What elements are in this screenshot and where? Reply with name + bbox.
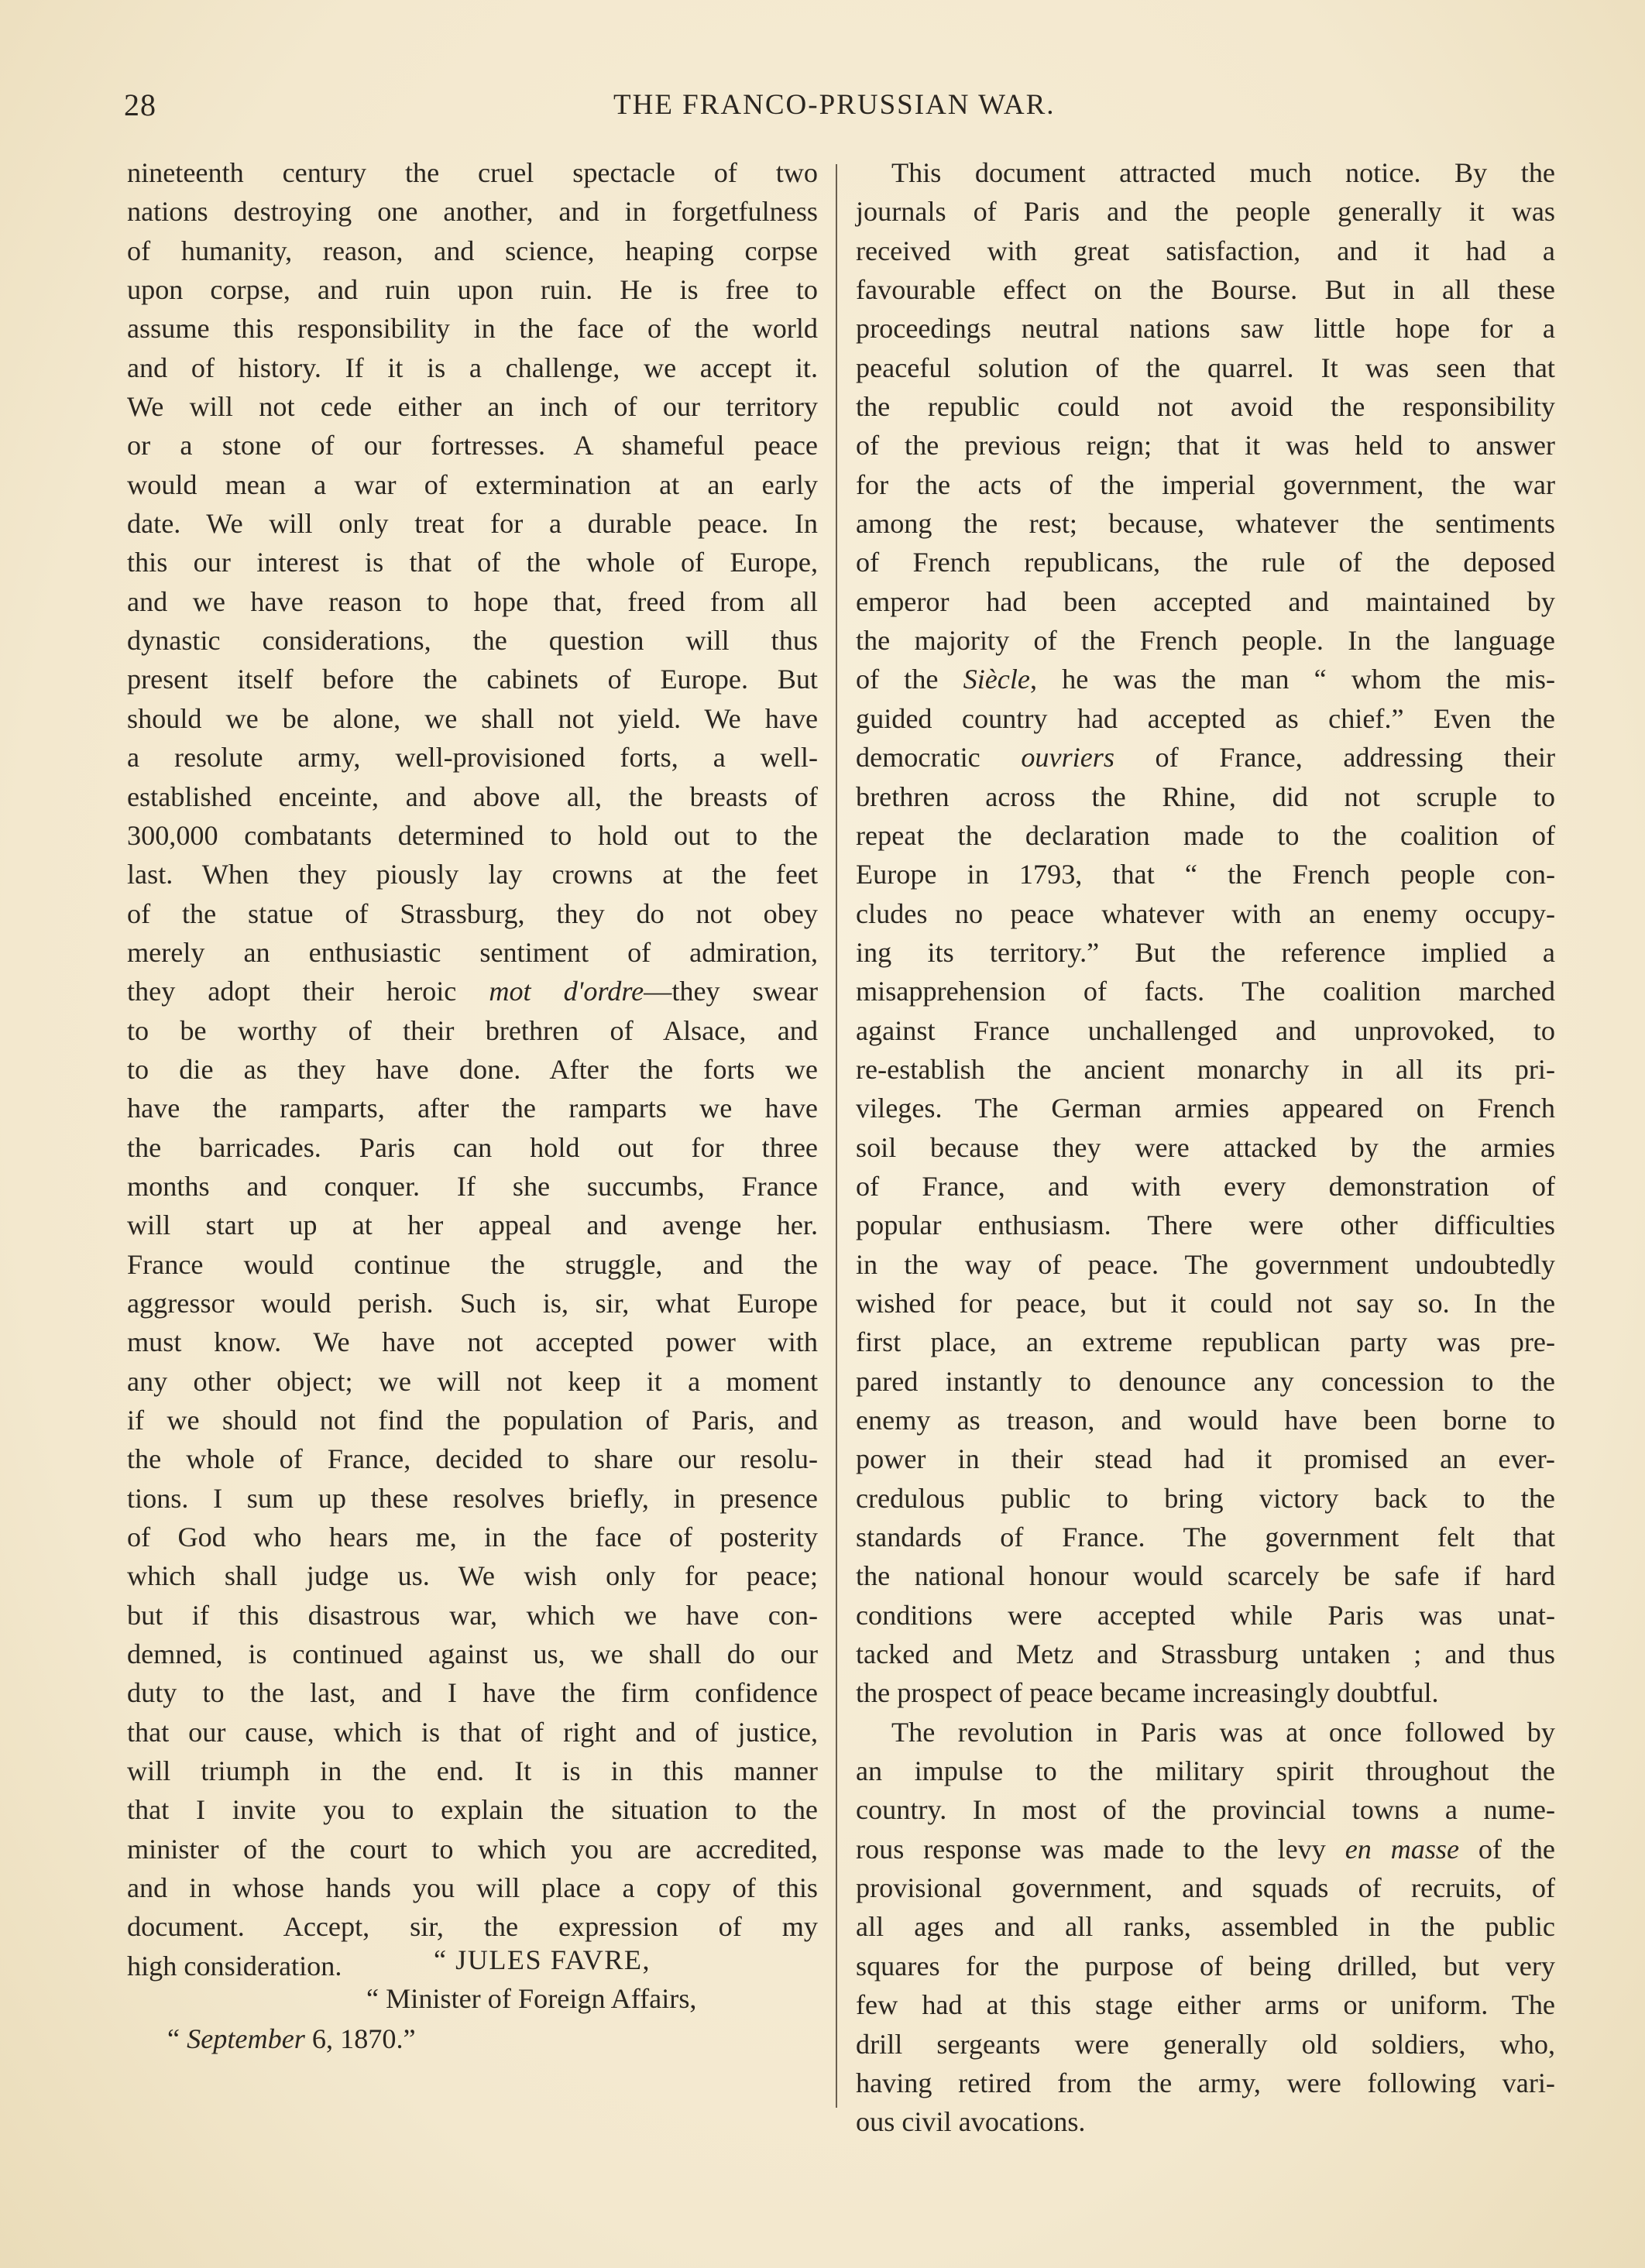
text-line: but if this disastrous war, which we have con- bbox=[127, 1599, 818, 1631]
text-line: months and conquer. If she succumbs, France bbox=[127, 1170, 818, 1202]
text-line: an impulse to the military spirit throughout the bbox=[856, 1755, 1555, 1787]
text-line: received with great satisfaction, and it had a bbox=[856, 235, 1555, 266]
text-line: having retired from the army, were following vari- bbox=[856, 2067, 1555, 2098]
text-line: nineteenth century the cruel spectacle of two bbox=[127, 157, 818, 188]
italic-phrase: Siècle bbox=[963, 664, 1030, 695]
running-title: THE FRANCO-PRUSSIAN WAR. bbox=[613, 89, 1056, 121]
text-line: the barricades. Paris can hold out for three bbox=[127, 1131, 818, 1163]
text-line: of French republicans, the rule of the deposed bbox=[856, 547, 1555, 578]
text-line: brethren across the Rhine, did not scruple to bbox=[856, 781, 1555, 812]
column-divider bbox=[836, 164, 837, 2108]
date-rest: 6, 1870.” bbox=[304, 2023, 416, 2054]
text-line: of God who hears me, in the face of posterity bbox=[127, 1522, 818, 1553]
text-line: journals of Paris and the people generally it was bbox=[856, 196, 1555, 228]
text-line: the prospect of peace became increasingly doubtful. bbox=[856, 1677, 1439, 1709]
text-line: will triumph in the end. It is in this manner bbox=[127, 1755, 818, 1787]
text-line: pared instantly to denounce any concession to the bbox=[856, 1365, 1555, 1397]
text-line: or a stone of our fortresses. A shameful peace bbox=[127, 430, 818, 461]
text-line: few had at this stage either arms or uniform. The bbox=[856, 1989, 1555, 2021]
text-line: wished for peace, but it could not say so. In the bbox=[856, 1287, 1555, 1319]
text-line: emperor had been accepted and maintained by bbox=[856, 585, 1555, 617]
text-line: power in their stead had it promised an ever- bbox=[856, 1443, 1555, 1475]
text-line: to be worthy of their brethren of Alsace, and bbox=[127, 1014, 818, 1046]
text-line: We will not cede either an inch of our territory bbox=[127, 391, 818, 423]
text-line: the majority of the French people. In the language bbox=[856, 625, 1555, 657]
italic-phrase: mot d'ordre bbox=[489, 976, 644, 1007]
text-line: favourable effect on the Bourse. But in all these bbox=[856, 274, 1555, 306]
text-line: the national honour would scarcely be safe if hard bbox=[856, 1560, 1555, 1592]
text-line: have the ramparts, after the ramparts we have bbox=[127, 1093, 818, 1124]
text-line: vileges. The German armies appeared on French bbox=[856, 1093, 1555, 1124]
text-line: among the rest; because, whatever the sentiments bbox=[856, 508, 1555, 540]
text-line: France would continue the struggle, and the bbox=[127, 1248, 818, 1280]
text-line: duty to the last, and I have the firm confidence bbox=[127, 1677, 818, 1709]
text-line: squares for the purpose of being drilled, but very bbox=[856, 1950, 1555, 1981]
text-line: upon corpse, and ruin upon ruin. He is free to bbox=[127, 274, 818, 306]
text-line: all ages and all ranks, assembled in the public bbox=[856, 1911, 1555, 1943]
date-open-quote: “ bbox=[167, 2023, 187, 2054]
text-line: soil because they were attacked by the armies bbox=[856, 1131, 1555, 1163]
text-line: established enceinte, and above all, the breasts of bbox=[127, 781, 818, 812]
text-line: date. We will only treat for a durable peace. In bbox=[127, 508, 818, 540]
text-line: Europe in 1793, that “ the French people con- bbox=[856, 859, 1555, 890]
text-line: proceedings neutral nations saw little hope for a bbox=[856, 313, 1555, 345]
text-line: democratic ouvriers of France, addressing their bbox=[856, 742, 1555, 774]
italic-phrase: en masse bbox=[1345, 1833, 1460, 1865]
left-column bbox=[127, 153, 818, 1985]
text-line: misapprehension of facts. The coalition marched bbox=[856, 976, 1555, 1007]
text-line: of the Siècle, he was the man “ whom the mis- bbox=[856, 664, 1555, 695]
text-line: standards of France. The government felt that bbox=[856, 1522, 1555, 1553]
text-line: this our interest is that of the whole of Europe, bbox=[127, 547, 818, 578]
text-line: repeat the declaration made to the coalition of bbox=[856, 819, 1555, 851]
text-line: present itself before the cabinets of Europe. But bbox=[127, 664, 818, 695]
text-line: enemy as treason, and would have been borne to bbox=[856, 1405, 1555, 1436]
text-line: if we should not find the population of Paris, and bbox=[127, 1405, 818, 1436]
text-line: document. Accept, sir, the expression of my bbox=[127, 1911, 818, 1943]
text-line: that I invite you to explain the situation to the bbox=[127, 1794, 818, 1826]
text-line: dynastic considerations, the question will thus bbox=[127, 625, 818, 657]
text-line: to die as they have done. After the forts we bbox=[127, 1053, 818, 1085]
text-line: will start up at her appeal and avenge her. bbox=[127, 1209, 818, 1241]
signature-date bbox=[167, 2023, 416, 2055]
text-line: high consideration. bbox=[127, 1950, 342, 1981]
text-line: popular enthusiasm. There were other difficulties bbox=[856, 1209, 1555, 1241]
right-column bbox=[856, 153, 1555, 2142]
text-line: drill sergeants were generally old soldiers, who, bbox=[856, 2028, 1555, 2060]
text-line: aggressor would perish. Such is, sir, what Europe bbox=[127, 1287, 818, 1319]
text-line: guided country had accepted as chief.” Even the bbox=[856, 702, 1555, 734]
text-line: tions. I sum up these resolves briefly, in presence bbox=[127, 1482, 818, 1514]
text-line: would mean a war of extermination at an early bbox=[127, 468, 818, 500]
text-line: in the way of peace. The government undoubtedly bbox=[856, 1248, 1555, 1280]
text-line: any other object; we will not keep it a moment bbox=[127, 1365, 818, 1397]
text-line: credulous public to bring victory back to the bbox=[856, 1482, 1555, 1514]
text-line: assume this responsibility in the face of the world bbox=[127, 313, 818, 345]
text-line: should we be alone, we shall not yield. We have bbox=[127, 702, 818, 734]
text-line: The revolution in Paris was at once followed by bbox=[891, 1716, 1555, 1748]
text-line: and of history. If it is a challenge, we accept it. bbox=[127, 352, 818, 383]
text-line: nations destroying one another, and in forgetfulness bbox=[127, 196, 818, 228]
text-line: minister of the court to which you are accredited, bbox=[127, 1833, 818, 1865]
text-line: country. In most of the provincial towns a nume- bbox=[856, 1794, 1555, 1826]
text-line: must know. We have not accepted power with bbox=[127, 1326, 818, 1358]
text-line: that our cause, which is that of right and of justice, bbox=[127, 1716, 818, 1748]
text-line: re-establish the ancient monarchy in all its pri- bbox=[856, 1053, 1555, 1085]
text-line-italic-phrase: they adopt their heroic mot d'ordre—they swear bbox=[127, 976, 819, 1007]
text-line: ous civil avocations. bbox=[856, 2106, 1086, 2138]
signature-title: “ Minister of Foreign Affairs, bbox=[366, 1983, 697, 2014]
text-line: the republic could not avoid the responsibility bbox=[856, 391, 1555, 423]
text-line: ing its territory.” But the reference implied a bbox=[856, 936, 1555, 968]
text-line: cludes no peace whatever with an enemy occupy- bbox=[856, 897, 1555, 929]
text-line: rous response was made to the levy en masse of the bbox=[856, 1833, 1555, 1865]
text-line: conditions were accepted while Paris was unat- bbox=[856, 1599, 1555, 1631]
text-line: of the previous reign; that it was held to answer bbox=[856, 430, 1555, 461]
text-line: provisional government, and squads of recruits, of bbox=[856, 1872, 1555, 1904]
text-line: merely an enthusiastic sentiment of admiration, bbox=[127, 936, 818, 968]
text-line: and we have reason to hope that, freed from all bbox=[127, 585, 818, 617]
page-number: 28 bbox=[124, 87, 156, 122]
page-header bbox=[124, 87, 1642, 133]
text-line: first place, an extreme republican party was pre- bbox=[856, 1326, 1555, 1358]
date-month: September bbox=[187, 2023, 305, 2054]
text-line: of France, and with every demonstration of bbox=[856, 1170, 1555, 1202]
text-line: which shall judge us. We wish only for peace; bbox=[127, 1560, 818, 1592]
text-line: of humanity, reason, and science, heaping corpse bbox=[127, 235, 818, 266]
text-line: against France unchallenged and unprovoked, to bbox=[856, 1014, 1555, 1046]
text-line: tacked and Metz and Strassburg untaken ; and thus bbox=[856, 1638, 1555, 1670]
italic-phrase: ouvriers bbox=[1021, 742, 1114, 774]
text-line: for the acts of the imperial government, the war bbox=[856, 468, 1555, 500]
text-line: demned, is continued against us, we shall do our bbox=[127, 1638, 818, 1670]
text-line: peaceful solution of the quarrel. It was seen that bbox=[856, 352, 1555, 383]
text-line: of the statue of Strassburg, they do not obey bbox=[127, 897, 818, 929]
text-line: This document attracted much notice. By the bbox=[891, 157, 1555, 188]
text-line: a resolute army, well-provisioned forts, a well- bbox=[127, 742, 818, 774]
signature-name: “ JULES FAVRE, bbox=[434, 1944, 651, 1975]
text-line: 300,000 combatants determined to hold out to the bbox=[127, 819, 818, 851]
text-line: the whole of France, decided to share our resolu- bbox=[127, 1443, 818, 1475]
text-line: and in whose hands you will place a copy of this bbox=[127, 1872, 818, 1904]
text-line: last. When they piously lay crowns at the feet bbox=[127, 859, 818, 890]
